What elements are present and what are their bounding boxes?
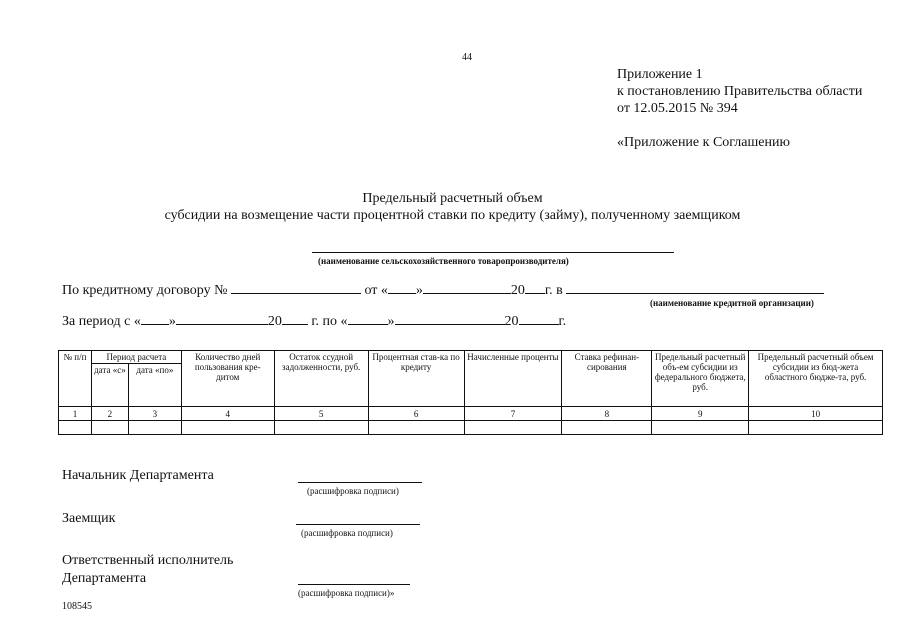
header-date-to: дата «по» — [128, 364, 181, 407]
executor-caption: (расшифровка подписи)» — [298, 588, 395, 598]
appendix-line-1: Приложение 1 — [617, 67, 703, 82]
header-period: Период расчета — [91, 351, 181, 364]
table-row — [59, 421, 883, 435]
borrower-caption: (расшифровка подписи) — [301, 528, 393, 538]
col-number-9: 9 — [652, 407, 749, 421]
period-day-from-field — [141, 312, 169, 325]
col-number-3: 3 — [128, 407, 181, 421]
period-to: г. по « — [311, 314, 348, 329]
appendix-line-4: «Приложение к Соглашению — [617, 135, 790, 150]
col-number-8: 8 — [562, 407, 652, 421]
header-days: Количество дней пользования кре-дитом — [181, 351, 274, 407]
header-refi: Ставка рефинан-сирования — [562, 351, 652, 407]
header-regional: Предельный расчетный объем субсидии из бюд-жета областного бюдже-та, руб. — [749, 351, 883, 407]
contract-month-field — [423, 281, 511, 294]
contract-year-prefix: 20 — [510, 283, 525, 298]
table-row — [59, 407, 883, 421]
contract-row — [62, 281, 824, 299]
period-prefix: За период с « — [62, 314, 141, 329]
period-quote-close-2: » — [387, 314, 395, 329]
executor-label-2: Департамента — [62, 571, 147, 586]
col-number-1: 1 — [59, 407, 92, 421]
col-number-10: 10 — [749, 407, 883, 421]
head-caption: (расшифровка подписи) — [307, 486, 399, 496]
period-row — [62, 312, 566, 330]
col-number-6: 6 — [368, 407, 464, 421]
col-number-7: 7 — [464, 407, 562, 421]
document-title-line-1: Предельный расчетный объем — [362, 191, 543, 206]
contract-day-field — [388, 281, 416, 294]
contract-from: от « — [364, 283, 388, 298]
col-number-5: 5 — [274, 407, 368, 421]
period-end: г. — [558, 314, 567, 329]
borrower-label: Заемщик — [62, 511, 116, 526]
appendix-line-3: от 12.05.2015 № 394 — [617, 101, 738, 116]
bank-name-field — [566, 281, 824, 294]
header-date-from: дата «с» — [91, 364, 128, 407]
contract-year-field — [525, 281, 545, 294]
header-federal: Предельный расчетный объ-ем субсидии из федерального бюджета, руб. — [652, 351, 749, 407]
period-quote-close: » — [168, 314, 176, 329]
head-signature-line — [298, 482, 422, 483]
contract-prefix: По кредитному договору № — [62, 283, 228, 298]
executor-label-1: Ответственный исполнитель — [62, 553, 234, 568]
contract-number-field — [231, 281, 361, 294]
period-month-to-field — [395, 312, 505, 325]
col-number-4: 4 — [181, 407, 274, 421]
appendix-line-2: к постановлению Правительства области — [617, 84, 863, 99]
period-year-to-field — [519, 312, 559, 325]
period-year-prefix: 20 — [267, 314, 282, 329]
period-month-from-field — [176, 312, 268, 325]
period-day-to-field — [348, 312, 388, 325]
header-rate: Процентная став-ка по кредиту — [368, 351, 464, 407]
header-balance: Остаток ссудной задолженности, руб. — [274, 351, 368, 407]
executor-signature-line — [298, 584, 410, 585]
col-number-2: 2 — [91, 407, 128, 421]
contract-quote-close: » — [415, 283, 423, 298]
header-num: № п/п — [59, 351, 92, 407]
period-year-prefix-2: 20 — [504, 314, 519, 329]
borrower-signature-line — [296, 524, 420, 525]
period-year-from-field — [282, 312, 308, 325]
document-title-line-2: субсидии на возмещение части процентной ставки по кредиту (займу), полученному заемщиком — [164, 208, 741, 223]
document-code: 108545 — [62, 601, 92, 612]
appendix-header — [617, 66, 862, 151]
contract-year-suffix: г. в — [544, 283, 563, 298]
head-label: Начальник Департамента — [62, 468, 214, 483]
header-interest: Начисленные проценты — [464, 351, 562, 407]
producer-name-line — [312, 252, 674, 253]
table-header-row — [59, 351, 883, 364]
bank-caption: (наименование кредитной организации) — [650, 298, 814, 308]
page-number: 44 — [462, 52, 472, 63]
calculation-table — [58, 350, 883, 435]
producer-caption: (наименование сельскохозяйственного товаропроизводителя) — [318, 256, 569, 266]
